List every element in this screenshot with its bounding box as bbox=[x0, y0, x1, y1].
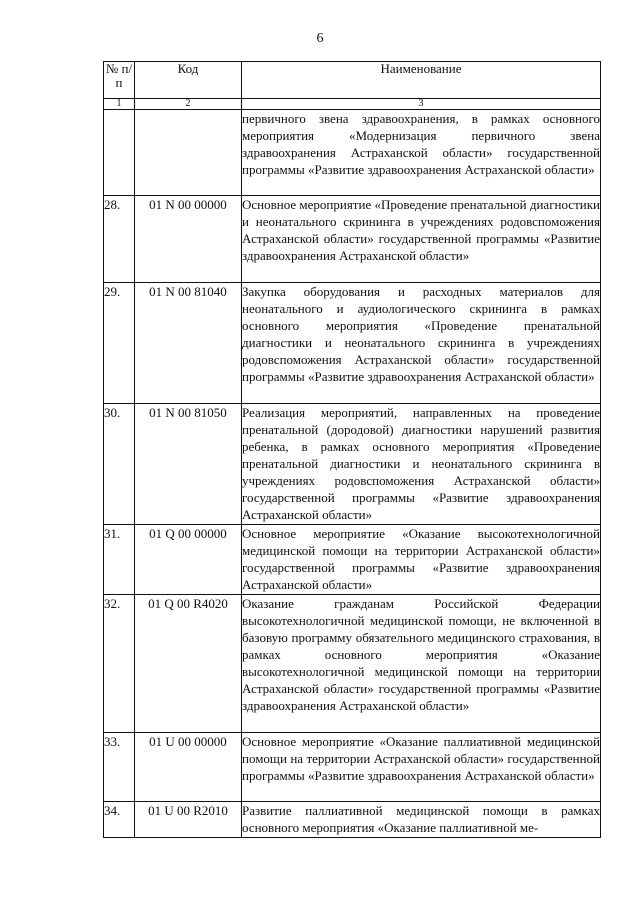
row-name: Реализация мероприятий, направленных на проведение пренатальной (дородовой) диагностики нарушений развития ребенка, в рамках основного мероприятия «Проведение пренатальной диагностики и неонатального скрининга в учреждениях родовспоможения Астраханской области» государственной программы «Развитие здравоохранения Астраханской области» bbox=[242, 404, 601, 525]
row-code: 01 Q 00 00000 bbox=[135, 525, 242, 595]
column-index-2: 2 bbox=[135, 99, 242, 110]
row-code: 01 U 00 R2010 bbox=[135, 802, 242, 838]
header-code: Код bbox=[135, 62, 242, 99]
table-row bbox=[104, 525, 601, 595]
row-num: 29. bbox=[104, 283, 135, 404]
header-name: Наименование bbox=[242, 62, 601, 99]
page-number: 6 bbox=[316, 31, 324, 46]
table-row bbox=[104, 733, 601, 802]
row-num: 31. bbox=[104, 525, 135, 595]
header-num: № п/п bbox=[104, 62, 135, 99]
row-code: 01 Q 00 R4020 bbox=[135, 595, 242, 733]
row-name: Основное мероприятие «Оказание паллиативной медицинской помощи на территории Астраханской области» государственной программы «Развитие здравоохранения Астраханской области» bbox=[242, 733, 601, 802]
row-num: 34. bbox=[104, 802, 135, 838]
table-row bbox=[104, 595, 601, 733]
column-index-row bbox=[104, 99, 601, 110]
row-num bbox=[104, 110, 135, 196]
row-name: Закупка оборудования и расходных материалов для неонатального и аудиологического скрининга в рамках основного мероприятия «Проведение пренатальной диагностики и неонатального скрининга в учреждениях родовспоможения Астраханской области» государственной программы «Развитие здравоохранения Астраханской области» bbox=[242, 283, 601, 404]
table-row bbox=[104, 404, 601, 525]
row-num: 30. bbox=[104, 404, 135, 525]
row-name: Оказание гражданам Российской Федерации высокотехнологичной медицинской помощи, не включенной в базовую программу обязательного медицинского страхования, в рамках основного мероприятия «Оказание высокотехнологичной медицинской помощи на территории Астраханской области» государственной программы «Развитие здравоохранения Астраханской области» bbox=[242, 595, 601, 733]
row-code: 01 N 00 00000 bbox=[135, 196, 242, 283]
row-name: первичного звена здравоохранения, в рамках основного мероприятия «Модернизация первичного звена здравоохранения Астраханской области» государственной программы «Развитие здравоохранения Астраханской области» bbox=[242, 110, 601, 196]
row-name: Развитие паллиативной медицинской помощи в рамках основного мероприятия «Оказание паллиативной ме- bbox=[242, 802, 601, 838]
column-index-3: 3 bbox=[242, 99, 601, 110]
table-row bbox=[104, 110, 601, 196]
row-code: 01 U 00 00000 bbox=[135, 733, 242, 802]
codes-table bbox=[103, 61, 601, 838]
row-num: 33. bbox=[104, 733, 135, 802]
row-code bbox=[135, 110, 242, 196]
table-header-row bbox=[104, 62, 601, 99]
row-code: 01 N 00 81050 bbox=[135, 404, 242, 525]
row-code: 01 N 00 81040 bbox=[135, 283, 242, 404]
row-name: Основное мероприятие «Проведение пренатальной диагностики и неонатального скрининга в учреждениях родовспоможения Астраханской области» государственной программы «Развитие здравоохранения Астраханской области» bbox=[242, 196, 601, 283]
column-index-1: 1 bbox=[104, 99, 135, 110]
table-row bbox=[104, 283, 601, 404]
row-num: 28. bbox=[104, 196, 135, 283]
row-num: 32. bbox=[104, 595, 135, 733]
table-row bbox=[104, 802, 601, 838]
row-name: Основное мероприятие «Оказание высокотехнологичной медицинской помощи на территории Астраханской области» государственной программы «Развитие здравоохранения Астраханской области» bbox=[242, 525, 601, 595]
table-row bbox=[104, 196, 601, 283]
